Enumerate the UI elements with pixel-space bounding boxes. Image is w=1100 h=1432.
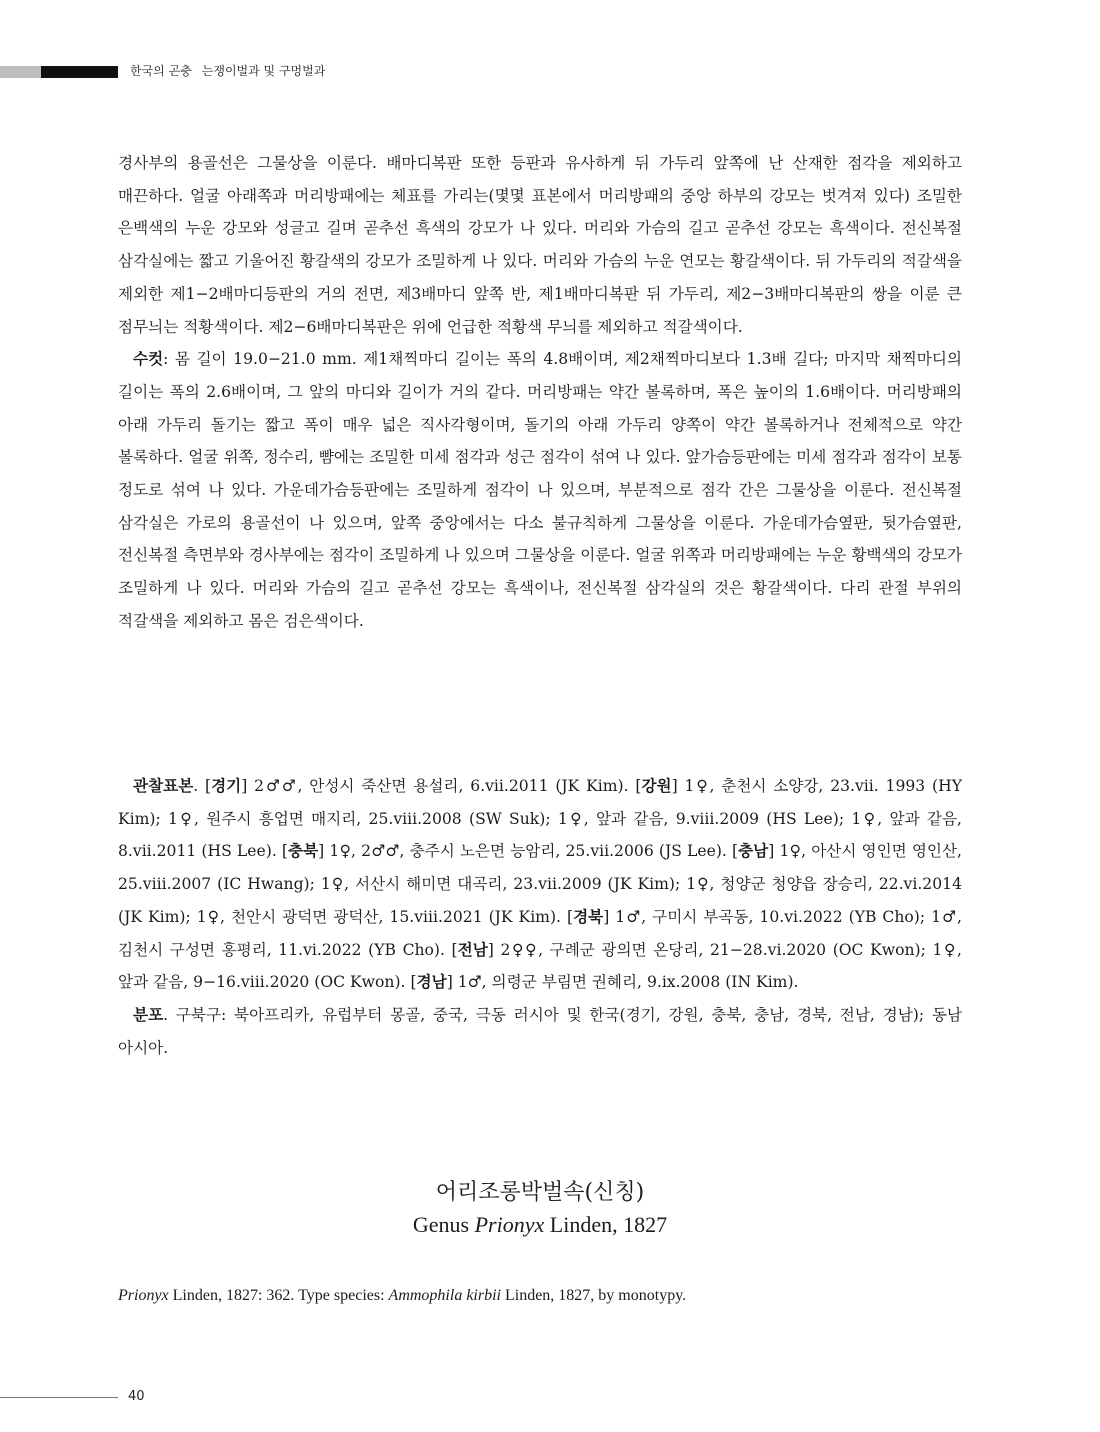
synonymy-citation: Linden, 1827: 362. Type species: [168,1287,389,1304]
description-paragraph: 경사부의 용골선은 그물상을 이룬다. 배마디복판 또한 등판과 유사하게 뒤 가두리 앞쪽에 난 산재한 점각을 제외하고 매끈하다. 얼굴 아래쪽과 머리방패에는 체표를 가리는(몇몇 표본에서 머리방패의 중앙 하부의 강모는 벗겨져 있다) 조밀한 은백색의 누운 강모와 성글고 길며 곧추선 흑색의 강모가 나 있다. 머리와 가슴의 길고 곧추선 강모는 흑색이다. 전신복절 삼각실에는 짧고 기울어진 황갈색의 강모가 조밀하게 나 있다. 머리와 가슴의 누운 연모는 황갈색이다. 뒤 가두리의 적갈색을 제외한 제1−2배마디등판의 거의 전면, 제3배마디 앞쪽 반, 제1배마디복판 뒤 가두리, 제2−3배마디복판의 쌍을 이룬 큰 점무늬는 적황색이다. 제2−6배마디복판은 위에 언급한 적황색 무늬를 제외하고 적갈색이다. [118,154,962,336]
header-title [130,63,325,79]
record-text: ] 1♀, 춘천시 소양강, 23.vii. 1993 (HY Kim); 1♀, 원주시 흥업면 매지리, 25.viii.2008 (SW Suk); 1♀, 앞과 같음, 9.viii.2009 (HS Lee); 1♀, 앞과 같음, 8.vii.2011 (HS Lee). [ [118,777,962,861]
record-text: ] 1♀, 2♂♂, 충주시 노은면 능암리, 25.vii.2006 (JS Lee). [ [318,842,739,861]
synonymy-tail: Linden, 1827, by monotypy. [500,1287,687,1304]
genus-synonymy [118,1282,962,1310]
record-text: ] 2♀♀, 구례군 광의면 온당리, 21−28.vi.2020 (OC Kwon); 1♀, 앞과 같음, 9−16.viii.2020 (OC Kwon). [ [118,940,962,992]
species-description [118,147,962,638]
header-book-title: 한국의 곤충 [130,64,192,78]
record-text: ] 2♂♂, 안성시 죽산면 용설리, 6.vii.2011 (JK Kim). [ [241,777,642,795]
material-examined [118,770,962,999]
record-text: ] 1♂, 구미시 부곡동, 10.vi.2022 (YB Cho); 1♂, 김천시 구성면 홍평리, 11.vi.2022 (YB Cho). [ [118,907,962,959]
synonymy-type-species: Ammophila kirbii [388,1287,501,1304]
header-section-title: 는쟁이벌과 및 구멍벌과 [201,64,326,78]
header-gray-bar [0,66,41,78]
distribution-text: . 구북구: 북아프리카, 유럽부터 몽골, 중국, 극동 러시아 및 한국(경기, 강원, 충북, 충남, 경북, 전남, 경남); 동남 아시아. [118,1005,962,1057]
male-text: : 몸 길이 19.0−21.0 mm. 제1채찍마디 길이는 폭의 4.8배이며, 제2채찍마디보다 1.3배 길다; 마지막 채찍마디의 길이는 폭의 2.6배이며, 그 앞의 마디와 길이가 거의 같다. 머리방패는 약간 볼록하며, 폭은 높이의 1.6배이다. 머리방패의 아래 가두리 돌기는 짧고 폭이 매우 넓은 직사각형이며, 돌기의 아래 가두리 양쪽이 약간 볼록하거나 전체적으로 약간 볼록하다. 얼굴 위쪽, 정수리, 뺨에는 조밀한 미세 점각과 성근 점각이 섞여 나 있다. 앞가슴등판에는 미세 점각과 점각이 보통 정도로 섞여 나 있다. 가운데가슴등판에는 조밀하게 점각이 나 있으며, 부분적으로 점각 간은 그물상을 이룬다. 전신복절 삼각실은 가로의 용골선이 나 있으며, 앞쪽 중앙에서는 다소 불규칙하게 그물상을 이룬다. 가운데가슴옆판, 뒷가슴옆판, 전신복절 측면부와 경사부에는 점각이 조밀하게 나 있으며 그물상을 이룬다. 얼굴 위쪽과 머리방패에는 누운 황백색의 강모가 조밀하게 나 있다. 머리와 가슴의 길고 곧추선 강모는 흑색이나, 전신복절 삼각실의 것은 황갈색이다. 다리 관절 부위의 적갈색을 제외하고 몸은 검은색이다. [118,350,962,630]
region-label: 충남 [738,841,769,861]
region-label: 경북 [573,906,604,926]
running-header [0,66,1100,78]
male-label: 수컷 [133,349,164,369]
header-black-bar [41,66,118,78]
region-label: 전남 [457,939,488,959]
male-description [118,343,962,637]
genus-korean-name: 어리조롱박벌속(신칭) [435,1180,645,1205]
page-number: 40 [128,1389,145,1404]
synonymy-genus: Prionyx [118,1287,169,1304]
footer-rule [0,1397,118,1398]
material-section [118,770,962,1064]
record-text: ] 1♀, 아산시 영인면 영인산, 25.viii.2007 (IC Hwang); 1♀, 서산시 해미면 대곡리, 23.vii.2009 (JK Kim); 1♀, 청양군 청양읍 장승리, 22.vi.2014 (JK Kim); 1♀, 천안시 광덕면 광덕산, 15.viii.2021 (JK Kim). [ [118,842,962,926]
region-label: 충북 [288,841,319,861]
material-label: 관찰표본 [133,776,194,795]
distribution-label: 분포 [133,1004,164,1024]
genus-heading [118,1177,962,1241]
region-label: 경남 [416,972,447,992]
distribution [118,999,962,1064]
record-text: ] 1♂, 의령군 부림면 권혜리, 9.ix.2008 (IN Kim). [446,973,799,992]
material-intro: . [ [193,777,212,795]
genus-author: Linden, 1827 [544,1212,668,1237]
genus-prefix: Genus [412,1212,475,1237]
genus-latin-name [118,1209,962,1241]
region-label: 강원 [641,776,672,795]
genus-name: Prionyx [474,1212,545,1237]
region-label: 경기 [211,776,242,795]
